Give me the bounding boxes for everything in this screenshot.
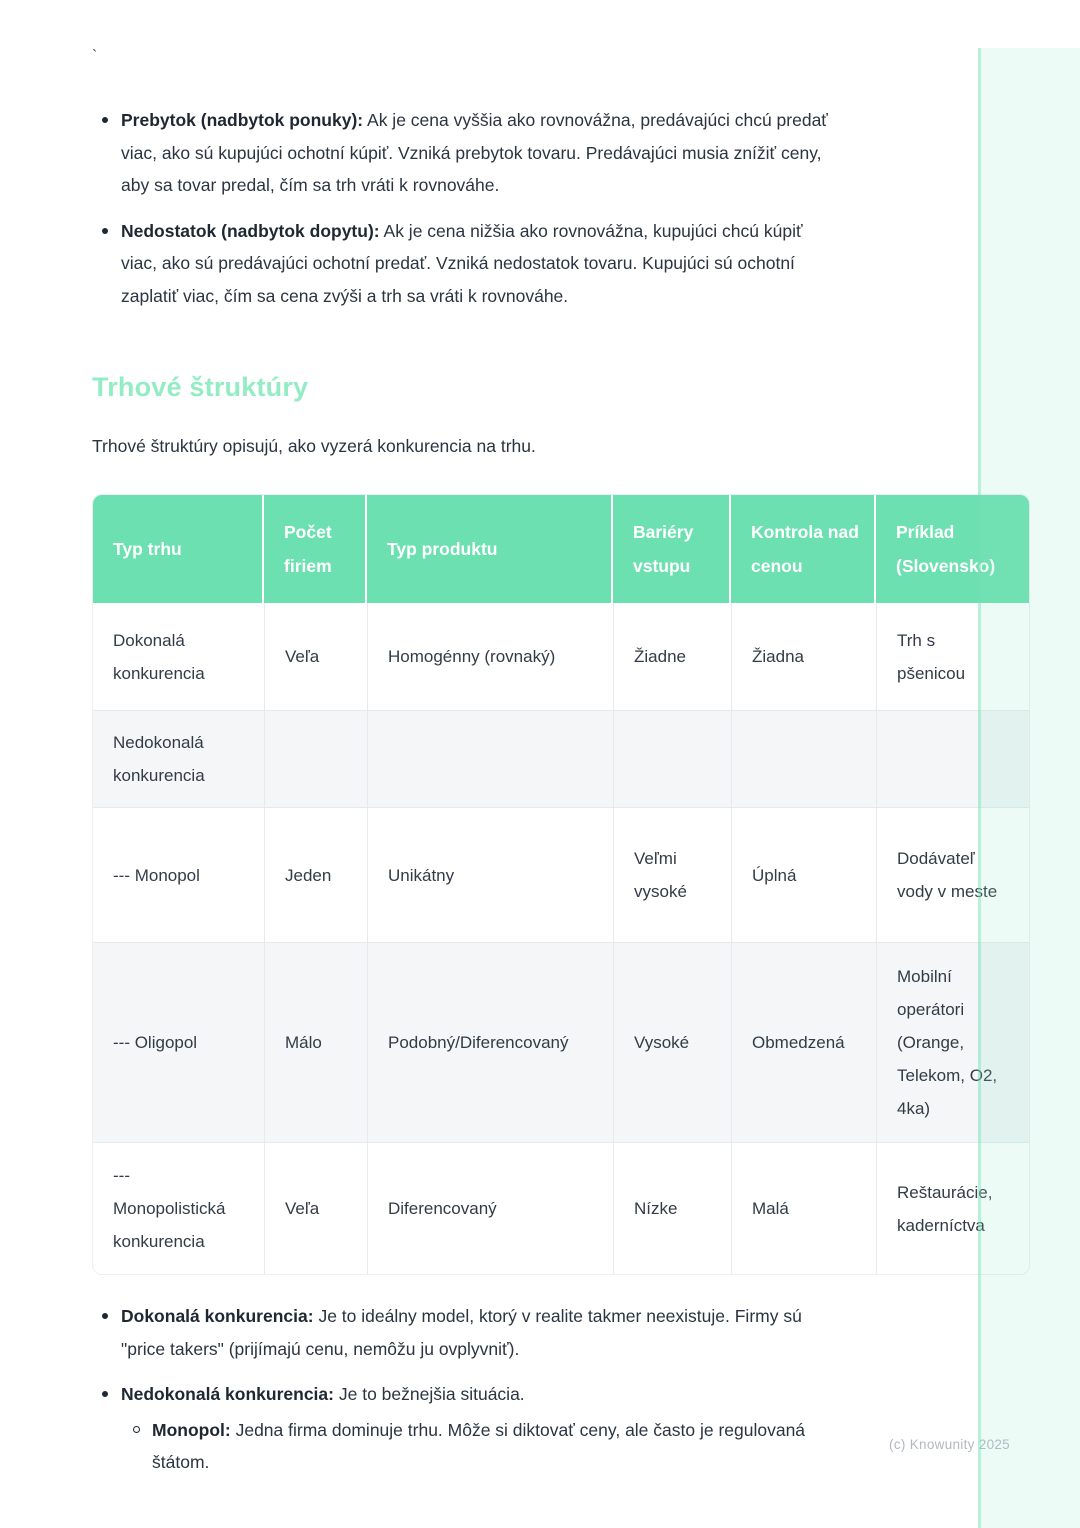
table-header-cell: Bariéry vstupu — [613, 495, 731, 603]
table-cell: Dokonalá konkurencia — [93, 603, 264, 710]
competition-bullet-list — [92, 1300, 844, 1479]
table-header-cell: Kontrola nad cenou — [731, 495, 876, 603]
table-cell — [264, 710, 367, 807]
list-item — [92, 1300, 844, 1365]
bullet-lead: Dokonalá konkurencia: — [121, 1306, 314, 1326]
list-item-text — [121, 104, 840, 202]
table-header-row — [93, 495, 1030, 603]
bullet-dot-icon — [102, 1313, 108, 1319]
table-row — [93, 710, 1030, 807]
table-cell: Jeden — [264, 807, 367, 942]
table-cell: Unikátny — [367, 807, 613, 942]
list-item — [92, 104, 840, 202]
sub-list-item — [121, 1414, 821, 1479]
table-cell: Podobný/Diferencovaný — [367, 942, 613, 1142]
bullet-body: Ak je cena vyššia ako rovnovážna, predávajúci chcú predať viac, ako sú kupujúci ochotní kúpiť. Vzniká prebytok tovaru. Predávajúci musia znížiť ceny, aby sa tovar predal, čím sa trh vráti k rovnováhe. — [121, 110, 828, 195]
table-cell: Málo — [264, 942, 367, 1142]
table-row — [93, 807, 1030, 942]
table-cell: Žiadna — [731, 603, 876, 710]
table-cell: Reštaurácie, kaderníctva — [876, 1142, 1030, 1274]
equilibrium-bullet-list — [92, 104, 840, 312]
bullet-lead: Nedokonalá konkurencia: — [121, 1384, 334, 1404]
bullet-lead: Nedostatok (nadbytok dopytu): — [121, 220, 380, 241]
table-cell: Veľa — [264, 1142, 367, 1274]
table-cell: Žiadne — [613, 603, 731, 710]
section-heading: Trhové štruktúry — [92, 372, 309, 402]
bullet-circle-icon — [133, 1426, 140, 1433]
market-structures-table — [92, 494, 1030, 1275]
table-header-cell: Typ produktu — [367, 495, 613, 603]
table-cell: Diferencovaný — [367, 1142, 613, 1274]
table-cell — [876, 710, 1030, 807]
table-cell: --- Monopolistická konkurencia — [93, 1142, 264, 1274]
bullet-body: Jedna firma dominuje trhu. Môže si diktovať ceny, ale často je regulovaná štátom. — [152, 1419, 806, 1472]
table-cell: Veľmi vysoké — [613, 807, 731, 942]
bullet-lead: Monopol: — [152, 1419, 231, 1440]
table-cell: Vysoké — [613, 942, 731, 1142]
bullet-dot-icon — [102, 1391, 108, 1397]
stray-backtick-mark: ` — [92, 48, 98, 65]
table-cell — [731, 710, 876, 807]
table-row — [93, 942, 1030, 1142]
bullet-body: Je to bežnejšia situácia. — [338, 1384, 525, 1404]
table-cell: Dodávateľ vody v meste — [876, 807, 1030, 942]
list-item-text — [152, 1414, 821, 1479]
table-cell: Malá — [731, 1142, 876, 1274]
bullet-body: Je to ideálny model, ktorý v realite takmer neexistuje. Firmy sú "price takers" (prijímajú cenu, nemôžu ju ovplyvniť). — [121, 1306, 802, 1359]
sub-bullet-list — [121, 1414, 821, 1479]
table-cell: Homogénny (rovnaký) — [367, 603, 613, 710]
list-item — [92, 1378, 844, 1479]
table-row — [93, 603, 1030, 710]
table-cell: --- Monopol — [93, 807, 264, 942]
section-intro: Trhové štruktúry opisujú, ako vyzerá konkurencia na trhu. — [92, 436, 536, 456]
table-cell — [367, 710, 613, 807]
bullet-dot-icon — [102, 228, 108, 234]
table-cell: Trh s pšenicou — [876, 603, 1030, 710]
list-item-text — [121, 1378, 821, 1411]
table-header-cell: Typ trhu — [93, 495, 264, 603]
table-cell — [613, 710, 731, 807]
table-cell: Nízke — [613, 1142, 731, 1274]
list-item-text — [121, 215, 840, 313]
table-cell: Úplná — [731, 807, 876, 942]
table-cell: Mobilní operátori (Orange, Telekom, O2, 4ka) — [876, 942, 1030, 1142]
bullet-body: Ak je cena nižšia ako rovnovážna, kupujúci chcú kúpiť viac, ako sú predávajúci ochotní predať. Vzniká nedostatok tovaru. Kupujúci sú ochotní zaplatiť viac, čím sa cena zvýši a trh sa vráti k rovnováhe. — [121, 220, 803, 306]
table-cell: Obmedzená — [731, 942, 876, 1142]
table-cell: --- Oligopol — [93, 942, 264, 1142]
list-item — [92, 215, 840, 313]
table-cell: Veľa — [264, 603, 367, 710]
table-row — [93, 1142, 1030, 1274]
bullet-lead: Prebytok (nadbytok ponuky): — [121, 110, 364, 130]
table-header-cell: Počet firiem — [264, 495, 367, 603]
bullet-dot-icon — [102, 117, 108, 123]
table-header-cell: Príklad (Slovensko) — [876, 495, 1030, 603]
list-item-text — [121, 1300, 844, 1365]
copyright-credit: (c) Knowunity 2025 — [889, 1437, 1010, 1452]
table-cell: Nedokonalá konkurencia — [93, 710, 264, 807]
